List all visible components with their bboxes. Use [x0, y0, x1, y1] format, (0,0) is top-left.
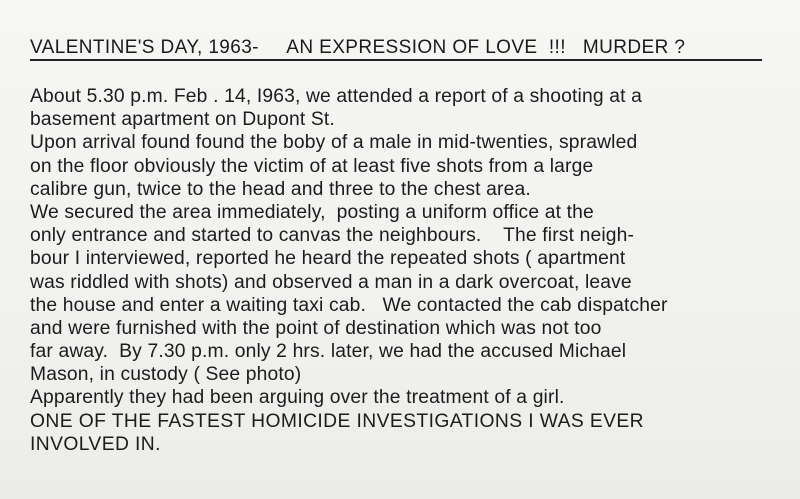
body-line: was riddled with shots) and observed a man in a dark overcoat, leave [30, 271, 632, 293]
body-line: only entrance and started to canvas the neighbours. The first neigh- [30, 225, 635, 247]
body-line: We secured the area immediately, posting a uniform office at the [30, 201, 594, 223]
closing-line: ONE OF THE FASTEST HOMICIDE INVESTIGATIONS I WAS EVER [30, 410, 645, 432]
body-line: bour I interviewed, reported he heard the repeated shots ( apartment [30, 248, 626, 270]
body-line: Upon arrival found found the boby of a male in mid-twenties, sprawled [30, 132, 638, 154]
heading-underline [30, 59, 762, 61]
body-line: far away. By 7.30 p.m. only 2 hrs. later, we had the accused Michael [30, 341, 627, 363]
document-body [30, 85, 790, 456]
body-line: calibre gun, twice to the head and three to the chest area. [30, 178, 531, 200]
document-heading: VALENTINE'S DAY, 1963- AN EXPRESSION OF LOVE !!! MURDER ? [30, 37, 686, 58]
body-line: the house and enter a waiting taxi cab. We contacted the cab dispatcher [30, 294, 668, 316]
body-line: About 5.30 p.m. Feb . 14, I963, we attended a report of a shooting at a [30, 86, 642, 107]
body-line: and were furnished with the point of destination which was not too [30, 317, 602, 339]
closing-line: INVOLVED IN. [30, 433, 161, 455]
body-line: Mason, in custody ( See photo) [30, 364, 302, 386]
body-line: basement apartment on Dupont St. [30, 109, 335, 131]
body-line: Apparently they had been arguing over the treatment of a girl. [30, 387, 565, 409]
body-line: on the floor obviously the victim of at least five shots from a large [30, 155, 594, 177]
